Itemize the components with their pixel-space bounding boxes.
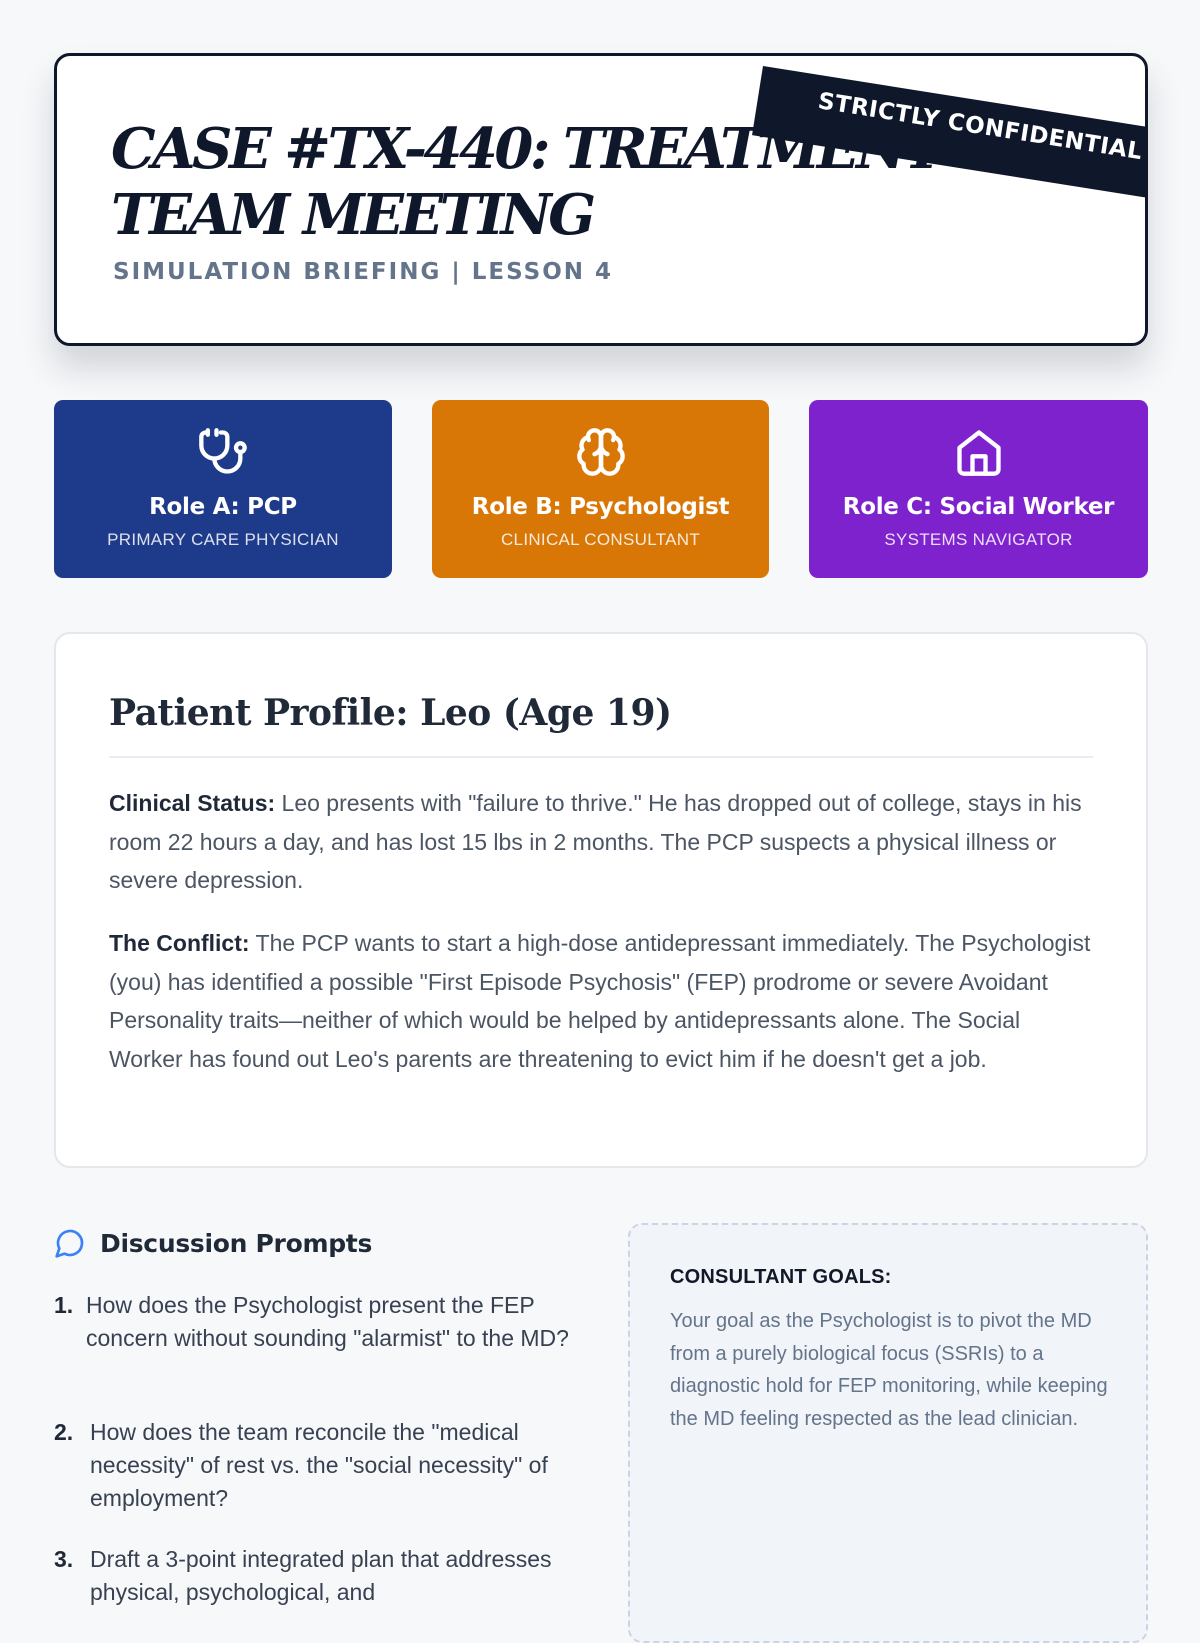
divider xyxy=(109,756,1093,758)
clinical-status-label: Clinical Status: xyxy=(109,790,276,816)
consultant-goals-title: CONSULTANT GOALS: xyxy=(670,1266,892,1288)
case-header-card xyxy=(54,53,1148,346)
prompt-number: 3. xyxy=(54,1546,74,1572)
consultant-goals-card xyxy=(628,1223,1148,1643)
conflict-text: The PCP wants to start a high-dose antidepressant immediately. The Psychologist (you) has identified a possible "First Episode Psychosis" (FEP) prodrome or severe Avoidant Personality traits—neither of which would be helped by antidepressants alone. The Social Worker has found out Leo's parents are threatening to evict him if he doesn't get a job. xyxy=(109,930,1091,1072)
case-title: CASE #TX-440: TREATMENT TEAM MEETING xyxy=(111,116,942,248)
conflict-paragraph xyxy=(109,924,1099,1078)
discussion-prompts-title: Discussion Prompts xyxy=(100,1228,373,1258)
role-subtitle: PRIMARY CARE PHYSICIAN xyxy=(107,530,339,549)
confidential-ribbon: STRICTLY CONFIDENTIAL xyxy=(752,66,1148,207)
conflict-label: The Conflict: xyxy=(109,930,250,956)
prompt-number: 1. xyxy=(54,1292,74,1318)
brain-icon xyxy=(575,426,627,478)
prompt-text: How does the Psychologist present the FEP concern without sounding "alarmist" to the MD? xyxy=(86,1292,569,1351)
list-item xyxy=(54,1416,584,1515)
patient-profile-card xyxy=(54,632,1148,1168)
role-subtitle: CLINICAL CONSULTANT xyxy=(500,530,701,549)
discussion-prompts-header xyxy=(54,1226,372,1260)
prompt-number: 2. xyxy=(54,1419,74,1445)
stethoscope-icon xyxy=(197,426,249,478)
message-circle-icon xyxy=(54,1227,86,1259)
role-title: Role C: Social Worker xyxy=(842,494,1115,520)
role-subtitle: SYSTEMS NAVIGATOR xyxy=(884,530,1073,549)
clinical-status-text: Leo presents with "failure to thrive." He has dropped out of college, stays in his room 22 hours a day, and has lost 15 lbs in 2 months. The PCP suspects a physical illness or severe depression. xyxy=(109,790,1082,893)
role-title: Role A: PCP xyxy=(149,494,297,520)
home-icon xyxy=(953,426,1005,478)
role-title: Role B: Psychologist xyxy=(471,494,730,520)
role-card-pcp[interactable] xyxy=(54,400,392,578)
list-item xyxy=(54,1289,584,1355)
prompt-text: How does the team reconcile the "medical necessity" of rest vs. the "social necessity" of employment? xyxy=(90,1419,548,1511)
list-item xyxy=(54,1543,584,1609)
role-card-social-worker[interactable] xyxy=(809,400,1148,578)
profile-title: Patient Profile: Leo (Age 19) xyxy=(109,692,672,734)
case-subtitle: SIMULATION BRIEFING | LESSON 4 xyxy=(113,259,614,285)
consultant-goals-text: Your goal as the Psychologist is to pivot the MD from a purely biological focus (SSRIs) to a diagnostic hold for FEP monitoring, while keeping the MD feeling respected as the lead clinician. xyxy=(670,1310,1108,1430)
prompt-text: Draft a 3-point integrated plan that addresses physical, psychological, and xyxy=(90,1546,552,1605)
role-card-psychologist[interactable] xyxy=(432,400,769,578)
clinical-status-paragraph xyxy=(109,784,1099,900)
